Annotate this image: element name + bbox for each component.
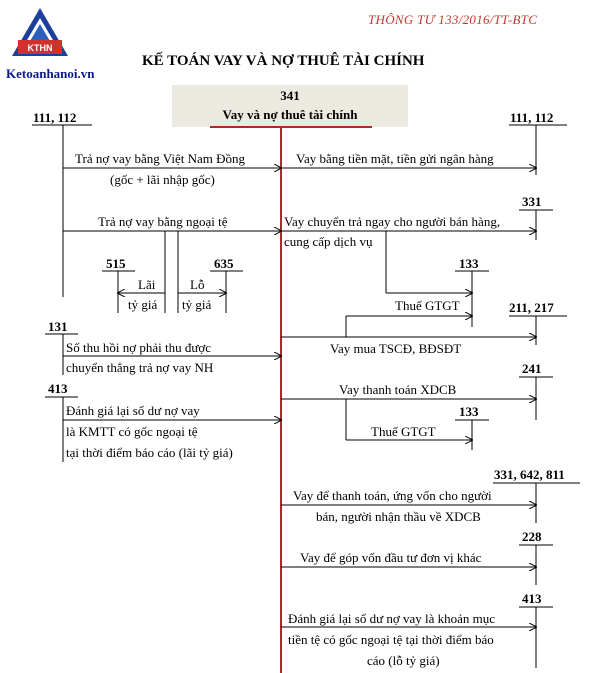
logo-site-name[interactable]: Ketoanhanoi.vn — [6, 66, 95, 81]
account-right-211: 211, 217 — [509, 300, 554, 315]
account-left-515: 515 — [106, 256, 126, 271]
label-cash: Vay bằng tiền mặt, tiền gửi ngân hàng — [296, 151, 494, 166]
account-left-111: 111, 112 — [33, 110, 77, 125]
account-right-133b: 133 — [459, 404, 479, 419]
label-repay-fx: Trả nợ vay bằng ngoại tệ — [98, 214, 228, 229]
account-right-228: 228 — [522, 529, 542, 544]
label-reval-left-3: tại thời điểm báo cáo (lãi tỷ giá) — [66, 445, 233, 460]
label-reval-right-2: tiền tệ có gốc ngoại tệ tại thời điểm báo — [288, 632, 494, 647]
label-vat-a: Thuế GTGT — [395, 298, 460, 313]
account-left-413: 413 — [48, 381, 68, 396]
label-loss: Lỗ — [190, 277, 205, 292]
label-invest: Vay để góp vốn đầu tư đơn vị khác — [300, 550, 482, 565]
account-right-413: 413 — [522, 591, 542, 606]
label-reval-left-2: là KMTT có gốc ngoại tệ — [66, 424, 198, 439]
label-gain: Lãi — [138, 277, 156, 292]
page-title: KẾ TOÁN VAY VÀ NỢ THUÊ TÀI CHÍNH — [142, 53, 425, 69]
label-fixed-assets: Vay mua TSCĐ, BĐSĐT — [330, 341, 462, 356]
account-right-111: 111, 112 — [510, 110, 554, 125]
label-reval-right-3: cáo (lỗ tỷ giá) — [367, 653, 440, 668]
label-supplier: Vay chuyển trả ngay cho người bán hàng, — [284, 214, 501, 229]
account-right-331: 331 — [522, 194, 542, 209]
label-gain-rate: tỷ giá — [128, 297, 158, 312]
label-advance: Vay để thanh toán, ứng vốn cho người — [293, 488, 492, 503]
label-recover: Số thu hồi nợ phải thu được — [66, 340, 212, 355]
account-right-331-642-811: 331, 642, 811 — [494, 467, 565, 482]
label-repay-vnd-note: (gốc + lãi nhập gốc) — [110, 172, 215, 187]
label-reval-left: Đánh giá lại số dư nợ vay — [66, 403, 200, 418]
account-left-635: 635 — [214, 256, 234, 271]
account-left-131: 131 — [48, 319, 68, 334]
label-advance-2: bán, người nhận thầu về XDCB — [316, 509, 481, 524]
center-account-code: 341 — [280, 88, 300, 103]
label-construction: Vay thanh toán XDCB — [339, 382, 457, 397]
center-account-name: Vay và nợ thuê tài chính — [222, 107, 358, 122]
label-reval-right: Đánh giá lại số dư nợ vay là khoản mục — [288, 611, 496, 626]
label-vat-b: Thuế GTGT — [371, 424, 436, 439]
label-repay-vnd: Trả nợ vay bằng Việt Nam Đồng — [75, 151, 246, 166]
label-supplier-2: cung cấp dịch vụ — [284, 234, 373, 249]
circular-reference: THÔNG TƯ 133/2016/TT-BTC — [368, 12, 538, 27]
label-recover-2: chuyển thẳng trả nợ vay NH — [66, 360, 214, 375]
account-right-241: 241 — [522, 361, 542, 376]
logo-badge-text: KTHN — [27, 43, 53, 53]
label-loss-rate: tỷ giá — [182, 297, 212, 312]
account-right-133a: 133 — [459, 256, 479, 271]
